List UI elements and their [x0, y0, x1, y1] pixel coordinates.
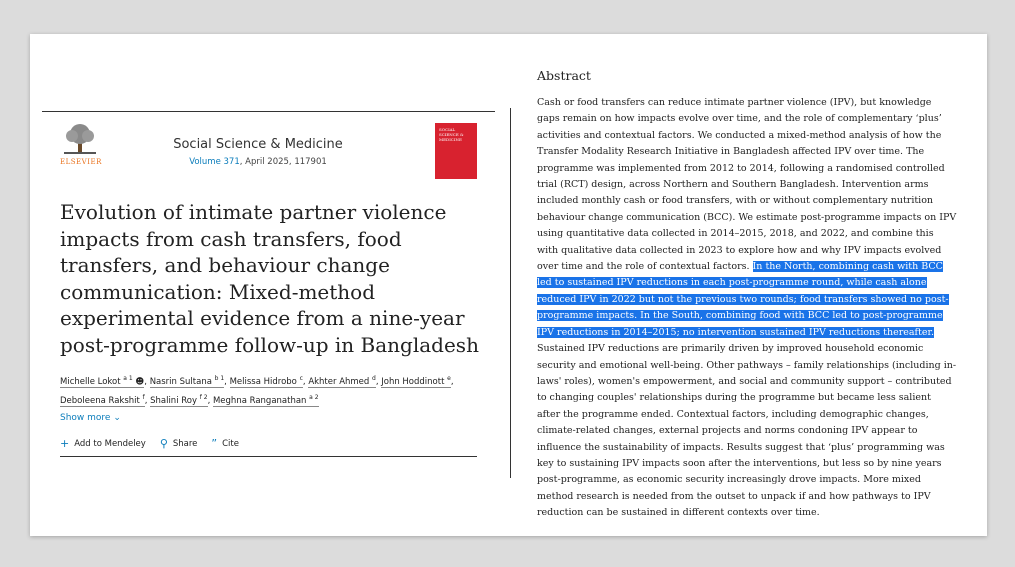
abstract-text-start: Cash or food transfers can reduce intimate partner violence (IPV), but knowledge gaps remain on how impacts evolve over time, and the role of complementary ‘plus’ activities and contextual factors. We conducted a mixed-method analysis of how the Transfer Modality Research Initiative in Bangladesh affected IPV over time. The programme was implemented from 2012 to 2014, following a randomised controlled trial (RCT) design, across Northern and Southern Bangladesh. Intervention arms included monthly cash or food transfers, with or without complementary nutrition behaviour change communication (BCC). We estimate post-programme impacts on IPV using quantitative data collected in 2014–2015, 2018, and 2022, and combine this with qualitative data collected in 2023 to explore how and why IPV impacts evolved over time and the role of contextual factors.: [537, 97, 957, 273]
author-link[interactable]: Melissa Hidrobo $^c$: [229, 375, 303, 387]
article-actions: [60, 437, 239, 450]
cover-title: SOCIAL SCIENCE & MEDICINE: [439, 127, 464, 142]
author-link[interactable]: Deboleena Rakshit $^f$: [60, 394, 145, 407]
author-link[interactable]: Meghna Ranganathan $^{a 2}$: [212, 394, 319, 407]
article-title: Evolution of intimate partner violence impacts from cash transfers, food transfers, and behaviour change communication: Mixed-method experimental evidence from a nine-year post-programme follow-up in Bangladesh: [60, 200, 479, 357]
add-to-mendeley-button[interactable]: + Add to Mendeley: [60, 437, 146, 450]
journal-meta: [158, 157, 358, 167]
article-card: [30, 34, 987, 536]
column-divider: [510, 108, 511, 478]
quote-icon: ”: [211, 437, 218, 450]
journal-name[interactable]: Social Science & Medicine: [173, 137, 343, 152]
publisher-name: ELSEVIER: [60, 158, 102, 166]
volume-link[interactable]: Volume 371: [189, 157, 240, 167]
author-link[interactable]: Nasrin Sultana $^{b 1}$: [149, 375, 225, 387]
abstract-heading: Abstract: [537, 68, 591, 83]
journal-cover-image[interactable]: [435, 123, 477, 179]
person-icon: ☻: [135, 376, 145, 387]
abstract-text-end: Sustained IPV reductions are primarily driven by improved household economic security and emotional well-being. Other pathways – family relationships (including in-laws' roles), women's empowerment, and social and community support – contributed to changing couples' relationships during the programme but became less salient after the programme ended. Contextual factors, including demographic changes, climate-related changes, external projects and norms condoning IPV appear to influence the sustainability of impacts. Results suggest that ‘plus’ programming was key to sustaining IPV impacts soon after the interventions, but less so by nine years post-programme, as economic security increasingly drove impacts. More mixed method research is needed from the outset to unpack if and how pathways to IPV reduction can be sustained in different contexts over time.: [537, 343, 957, 519]
share-icon: ⚲: [159, 437, 168, 450]
author-link[interactable]: Michelle Lokot $^{a 1}$ ☻: [60, 375, 145, 387]
issue-info: , April 2025, 117901: [239, 157, 327, 167]
journal-info: [158, 137, 358, 167]
abstract-text[interactable]: [537, 95, 957, 522]
cite-button[interactable]: ” Cite: [211, 437, 239, 450]
elsevier-logo[interactable]: [60, 122, 126, 170]
share-button[interactable]: ⚲ Share: [159, 437, 198, 450]
elsevier-tree-icon: [60, 122, 100, 156]
chevron-down-icon: ⌄: [113, 413, 121, 423]
show-more-button[interactable]: Show more ⌄: [60, 413, 121, 423]
author-link[interactable]: Shalini Roy $^{f 2}$: [150, 394, 208, 407]
selected-text[interactable]: In the North, combining cash with BCC led to sustained IPV reductions in each post-programme round, while cash alone reduced IPV in 2022 but not the previous two rounds; food transfers showed no post-programme impacts. In the South, combining food with BCC led to post-programme IPV reductions in 2014–2015; no intervention sustained IPV reductions thereafter.: [537, 261, 949, 338]
author-link[interactable]: John Hoddinott $^e$: [381, 375, 451, 387]
plus-icon: +: [60, 437, 70, 450]
author-link[interactable]: Akhter Ahmed $^d$: [308, 375, 376, 387]
header-top-rule: [42, 111, 495, 112]
abstract-section: [537, 68, 957, 522]
header-bottom-rule: [60, 456, 477, 457]
author-list: Michelle Lokot $^{a 1}$ ☻, Nasrin Sultana $^{b 1}$, Melissa Hidrobo $^c$, Akhter Ahmed $^d$, John Hoddinott $^e$, Deboleena Rakshit $^f$, Shalini Roy $^{f 2}$, Meghna Ranganathan $^{a 2}$: [60, 375, 454, 407]
